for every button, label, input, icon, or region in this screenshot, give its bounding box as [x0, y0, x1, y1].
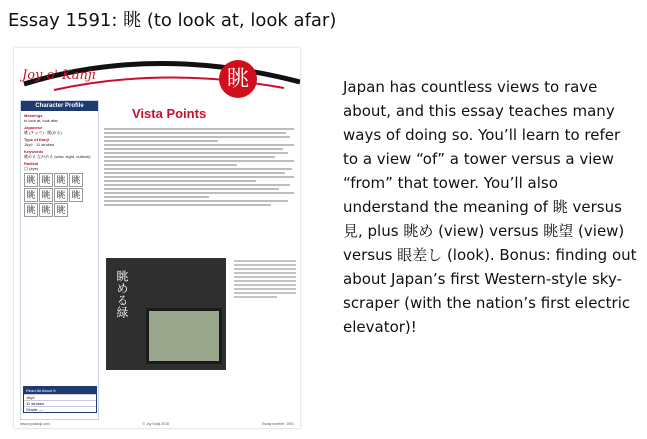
essay-thumbnail[interactable]	[14, 48, 300, 428]
profile-head: Keywords	[24, 149, 44, 154]
kanji-badge: 眺	[219, 60, 257, 98]
profile-value: 目 (eye)	[24, 166, 39, 171]
profile-section	[21, 113, 98, 123]
all-about-title: Read All About It	[24, 387, 96, 394]
stroke-order-grid	[24, 173, 88, 217]
footer-center: © Joy Kanji 2015	[142, 422, 169, 426]
stroke-cell: 眺	[39, 188, 53, 202]
stroke-cell: 眺	[24, 188, 38, 202]
essay-photo	[106, 258, 226, 370]
photo-title: 眺める緑	[115, 270, 129, 318]
profile-section	[21, 149, 98, 159]
profile-value: to look at, look afar	[24, 118, 58, 123]
footer-left: www.joyokanji.com	[20, 422, 50, 426]
all-about-row: Jōyō	[24, 394, 96, 400]
profile-head: Japanese	[24, 125, 43, 130]
footer-right: Essay number: 1591	[261, 422, 294, 426]
thumbnail-footer	[20, 422, 294, 426]
profile-section	[21, 125, 98, 135]
essay-description: Japan has countless views to rave about, and this essay teaches many ways of doing so. You’ll learn to refer to a view “of” a tower versus a view “from” that tower. You’ll also understand the meaning of 眺 versus 見, plus 眺め (view) versus 眺望 (view) versus 眼差し (look). Bonus: finding out about Japan’s first Western-style sky-scraper (with the nation’s first electric elevator)!	[343, 78, 637, 336]
page-title: Essay 1591: 眺 (to look at, look afar)	[8, 10, 337, 31]
stroke-cell: 眺	[24, 203, 38, 217]
character-profile-sidebar	[20, 100, 99, 420]
essay-heading: Vista Points	[132, 106, 207, 121]
profile-head: Type of Kanji	[24, 137, 49, 142]
profile-section	[21, 137, 98, 147]
profile-head: Meanings	[24, 113, 43, 118]
all-about-box	[23, 386, 97, 413]
stroke-cell: 眺	[69, 188, 83, 202]
essay-body-text	[104, 128, 294, 208]
photo-caption	[234, 260, 296, 300]
stroke-cell: 眺	[24, 173, 38, 187]
stroke-cell: 眺	[54, 173, 68, 187]
stroke-cell: 眺	[69, 173, 83, 187]
all-about-row: 11 strokes	[24, 400, 96, 406]
stroke-cell: 眺	[39, 203, 53, 217]
profile-value: 眺 (チョウ) · 眺(める)	[24, 130, 62, 135]
stroke-cell: 眺	[39, 173, 53, 187]
brand-logo: Joy o' Kanji	[22, 68, 97, 83]
profile-title: Character Profile	[21, 101, 98, 111]
stroke-cell: 眺	[54, 188, 68, 202]
profile-value: 眺める ながめる (view, sight, outlook)	[24, 154, 91, 159]
profile-head: Radical	[24, 161, 39, 166]
all-about-row: Grade: —	[24, 406, 96, 412]
photo-window-view	[146, 308, 222, 364]
profile-section	[21, 161, 98, 171]
stroke-cell: 眺	[54, 203, 68, 217]
profile-value: Jōyō · 11 strokes	[24, 142, 55, 147]
